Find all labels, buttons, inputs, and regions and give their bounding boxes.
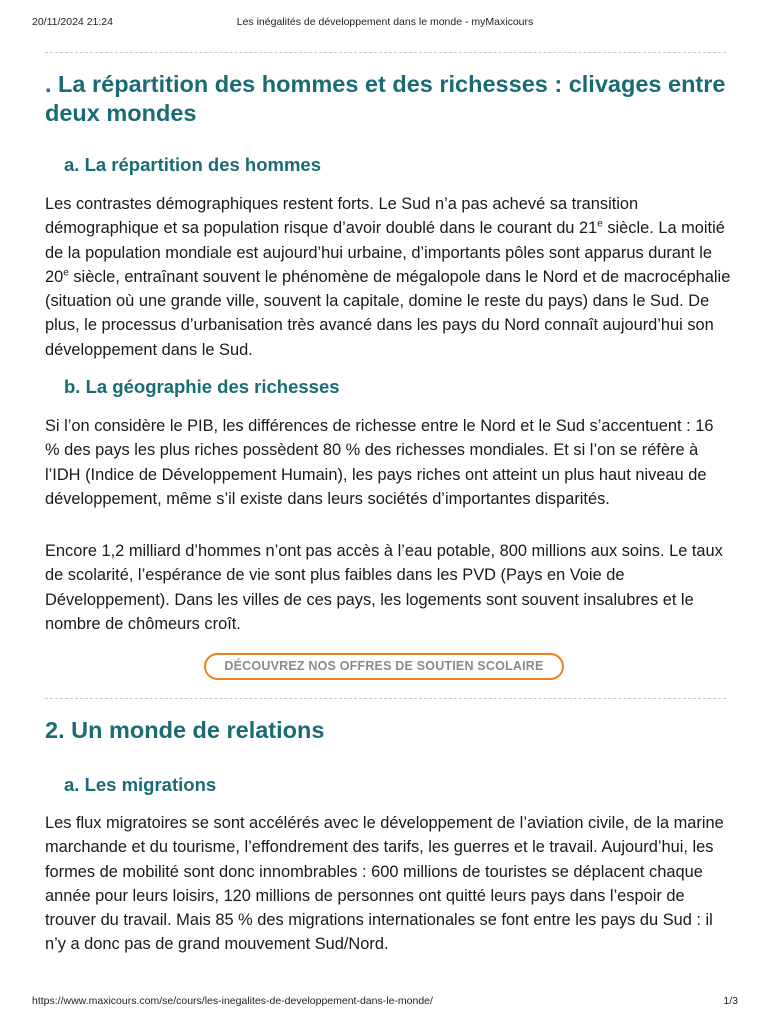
paragraph-text: Les contrastes démographiques restent forts. Le Sud n’a pas achevé sa transition démographique et sa population risque d’avoir doublé dans le courant du 21 <box>45 195 639 238</box>
superscript: e <box>63 267 69 279</box>
print-date: 20/11/2024 21:24 <box>32 16 113 28</box>
paragraph-text: siècle, entraînant souvent le phénomène de mégalopole dans le Nord et de macrocéphalie (situation où une grande ville, souvent la capitale, domine le reste du pays) dans le Sud. De plus, le processus d’urbanisation très avancé dans les pays du Nord connaît aujourd’hui son développement dans le Sud. <box>45 267 731 359</box>
middle-separator <box>45 698 726 699</box>
top-separator <box>45 52 726 53</box>
paragraph-text: siècle. La moitié de la population mondiale est aujourd’hui urbaine, d’importants pôles sont apparus durant le 20 <box>45 219 725 286</box>
page-number: 1/3 <box>723 995 738 1007</box>
print-url: https://www.maxicours.com/se/cours/les-inegalites-de-developpement-dans-le-monde/ <box>32 995 433 1007</box>
section-1-title: . La répartition des hommes et des richesses : clivages entre deux mondes <box>45 71 726 126</box>
tutoring-offers-button[interactable]: DÉCOUVREZ NOS OFFRES DE SOUTIEN SCOLAIRE <box>204 653 564 680</box>
subsection-1b-paragraph-1: Si l’on considère le PIB, les différences de richesse entre le Nord et le Sud s’accentuent : 16 % des pays les plus riches possèdent 80 % des richesses mondiales. Et si l’on se réfère à l’IDH (Indice de Développement Humain), les pays riches ont atteint un plus haut niveau de développement, même s’il existe dans leurs sociétés d’importantes disparités. <box>45 417 714 508</box>
print-page-title: Les inégalités de développement dans le monde - myMaxicours <box>236 16 534 28</box>
print-header <box>32 16 738 30</box>
subsection-1b-paragraph-2: Encore 1,2 milliard d’hommes n’ont pas accès à l’eau potable, 800 millions aux soins. Le taux de scolarité, l’espérance de vie sont plus faibles dans les PVD (Pays en Voie de Développement). Dans les villes de ces pays, les logements sont souvent insalubres et le nombre de chômeurs croît. <box>45 542 723 633</box>
print-footer <box>32 995 738 1009</box>
subsection-2a-title: a. Les migrations <box>64 774 217 795</box>
subsection-1b-title: b. La géographie des richesses <box>64 376 340 397</box>
subsection-1a-title: a. La répartition des hommes <box>64 154 322 175</box>
subsection-2a-paragraph: Les flux migratoires se sont accélérés avec le développement de l’aviation civile, de la marine marchande et du tourisme, l’effondrement des tarifs, les guerres et le travail. Aujourd’hui, les formes de mobilité sont donc innombrables : 600 millions de touristes se déplacent chaque année pour leurs loisirs, 120 millions de personnes ont quitté leurs pays dans l’espoir de trouver du travail. Mais 85 % des migrations internationales se font entre les pays du Sud : il n’y a donc pas de grand mouvement Sud/Nord. <box>45 814 724 954</box>
superscript: e <box>597 218 603 230</box>
section-2-title: 2. Un monde de relations <box>45 717 325 743</box>
subsection-1a-paragraph <box>45 192 732 362</box>
